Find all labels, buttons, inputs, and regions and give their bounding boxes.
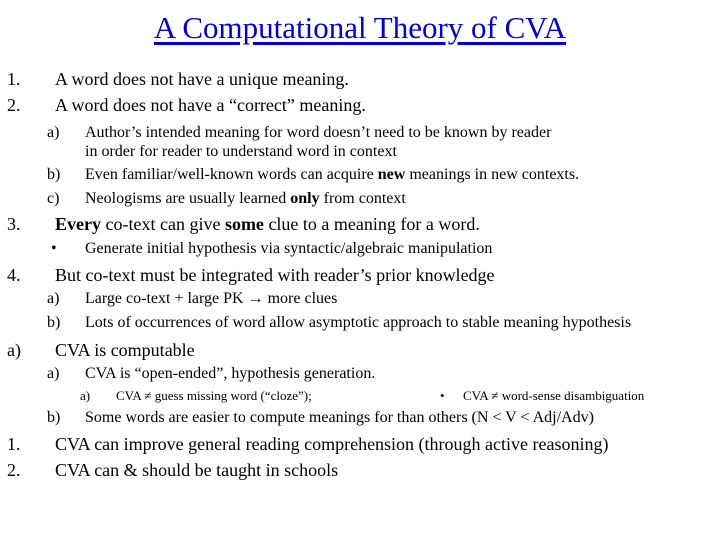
item-text-pre: Neologisms are usually learned — [85, 190, 291, 207]
item-text-post: clue to a meaning for a word. — [263, 214, 480, 234]
item-text: CVA is computable — [55, 340, 195, 360]
item-text: Generate initial hypothesis via syntactic/algebraic manipulation — [85, 240, 493, 257]
item-text-post: from context — [319, 190, 406, 207]
item-text-emphasis: new — [377, 166, 406, 183]
item-text: A word does not have a “correct” meaning. — [55, 95, 366, 115]
item-text: Some words are easier to compute meanings for than others (N < V < Adj/Adv) — [85, 409, 594, 426]
item-marker: 3. — [7, 214, 21, 234]
item-text: CVA is “open-ended”, hypothesis generation. — [85, 365, 376, 382]
item-marker: a) — [7, 340, 21, 360]
item-text — [55, 214, 480, 235]
item-text: Large co-text + large PK → more clues — [85, 290, 338, 307]
item-text-emphasis-1: Every — [55, 214, 101, 234]
item-marker: a) — [80, 388, 91, 403]
slide-title: A Computational Theory of CVA — [153, 10, 567, 45]
item-text-emphasis-2: some — [224, 214, 264, 234]
item-marker: 1. — [7, 69, 21, 89]
item-text-2: CVA ≠ word-sense disambiguation — [463, 388, 645, 403]
item-marker: 1. — [7, 434, 21, 454]
bullet-icon: • — [51, 240, 57, 257]
item-marker: b) — [47, 314, 61, 331]
bullet-icon: • — [440, 388, 445, 403]
item-marker: 2. — [7, 460, 21, 480]
item-text-post: meanings in new contexts. — [405, 166, 580, 183]
item-marker: b) — [47, 409, 61, 426]
item-marker: 2. — [7, 95, 21, 115]
item-marker: 4. — [7, 265, 21, 285]
item-text-emphasis: only — [290, 190, 320, 207]
item-text-line-1: Author’s intended meaning for word doesn’t need to be known by reader — [85, 124, 552, 141]
item-marker: c) — [47, 190, 60, 207]
item-text: CVA can improve general reading comprehension (through active reasoning) — [55, 434, 609, 454]
item-text: A word does not have a unique meaning. — [55, 69, 349, 89]
item-text: Lots of occurrences of word allow asymptotic approach to stable meaning hypothesis — [85, 314, 632, 331]
item-text-pre: Even familiar/well-known words can acquire — [85, 166, 378, 183]
item-text: But co-text must be integrated with reader’s prior knowledge — [55, 265, 495, 285]
item-text: CVA can & should be taught in schools — [55, 460, 339, 480]
item-marker: a) — [47, 290, 60, 307]
item-text — [85, 190, 406, 208]
item-text: CVA ≠ guess missing word (“cloze”); — [116, 388, 312, 403]
item-marker: b) — [47, 166, 61, 183]
item-marker: a) — [47, 365, 60, 382]
item-text-mid: co-text can give — [100, 214, 225, 234]
item-text — [85, 166, 579, 184]
item-text-line-2: in order for reader to understand word in context — [85, 143, 397, 160]
item-marker: a) — [47, 124, 60, 141]
